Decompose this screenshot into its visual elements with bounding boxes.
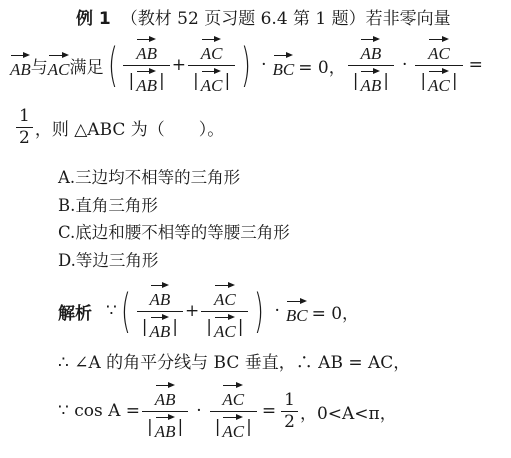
fraction-ab-unit: AB | AB | — [348, 36, 394, 94]
dot-operator: · — [261, 55, 267, 75]
vector-ab: AB — [136, 36, 157, 62]
fraction-one-half — [16, 105, 33, 148]
denominator: 2 — [19, 127, 30, 148]
problem-header — [76, 4, 451, 29]
vector-bc: BC — [273, 52, 295, 78]
option-d: D.等边三角形 — [58, 251, 159, 270]
solution-step-2: ∴ ∠A 的角平分线与 BC 垂直，∴ AB = AC， — [58, 353, 411, 373]
vector-ac: AC — [428, 68, 450, 94]
vector-ab: AB — [155, 382, 176, 408]
fraction-ac-unit: AC | AC | — [210, 382, 257, 440]
dot-operator: · — [196, 401, 202, 421]
text-yu: 与 — [30, 57, 48, 78]
problem-source: （教材 52 页习题 6.4 第 1 题） — [120, 9, 366, 29]
equals-zero: = 0， — [311, 303, 360, 324]
vector-ac: AC — [222, 414, 244, 440]
right-paren: ) — [254, 284, 265, 338]
vector-ab: AB — [360, 68, 381, 94]
fraction-ac-unit: AC | AC | — [201, 282, 248, 340]
plus-sign: + — [171, 55, 186, 75]
equals-sign: = — [468, 55, 483, 75]
right-paren: ) — [241, 38, 252, 92]
angle-range: ，0<A<π， — [299, 403, 397, 424]
fraction-ab-unit: AB | AB | — [137, 282, 183, 340]
solution-label: 解析 — [58, 303, 92, 324]
vector-ac: AC — [222, 382, 244, 408]
fraction-ac-unit: AC | AC | — [415, 36, 462, 94]
vector-ab: AB — [150, 282, 171, 308]
vector-ab: AB — [136, 68, 157, 94]
problem-condition — [10, 34, 483, 96]
left-paren: ( — [120, 284, 131, 338]
vector-ab: AB — [10, 52, 31, 78]
vector-bc: BC — [286, 298, 308, 324]
vector-ac: AC — [214, 314, 236, 340]
cos-expression: ∵ cos A = — [58, 401, 141, 421]
vector-ac: AC — [428, 36, 450, 62]
fraction-ac-unit: AC | AC | — [188, 36, 235, 94]
solution-step-1 — [58, 280, 359, 342]
left-paren: ( — [107, 38, 118, 92]
numerator: 1 — [284, 389, 295, 410]
fraction-ab-unit: AB | AB | — [123, 36, 169, 94]
option-a: A.三边均不相等的三角形 — [58, 168, 241, 187]
solution-step-3 — [58, 380, 397, 442]
option-b: B.直角三角形 — [58, 196, 158, 215]
equals-sign: = — [261, 401, 277, 421]
equals-zero: = 0， — [298, 57, 346, 78]
numerator: 1 — [19, 105, 30, 126]
vector-ab: AB — [150, 314, 171, 340]
question-text: ，则 △ABC 为（ ）。 — [34, 119, 225, 140]
problem-label: 例 1 — [76, 9, 111, 29]
vector-ac: AC — [201, 68, 223, 94]
plus-sign: + — [185, 301, 200, 321]
problem-question — [14, 104, 224, 150]
because-symbol: ∵ — [106, 301, 117, 321]
fraction-one-half — [281, 389, 298, 432]
problem-intro: 若非零向量 — [365, 9, 451, 29]
option-c: C.底边和腰不相等的等腰三角形 — [58, 223, 290, 242]
vector-ab: AB — [360, 36, 381, 62]
dot-operator: · — [401, 55, 408, 75]
vector-ab: AB — [155, 414, 176, 440]
vector-ac: AC — [201, 36, 223, 62]
vector-ac: AC — [48, 52, 70, 78]
vector-ac: AC — [214, 282, 236, 308]
fraction-ab-unit: AB | AB | — [142, 382, 188, 440]
denominator: 2 — [284, 411, 295, 432]
dot-operator: · — [274, 301, 280, 321]
text-manzu: 满足 — [69, 57, 104, 78]
